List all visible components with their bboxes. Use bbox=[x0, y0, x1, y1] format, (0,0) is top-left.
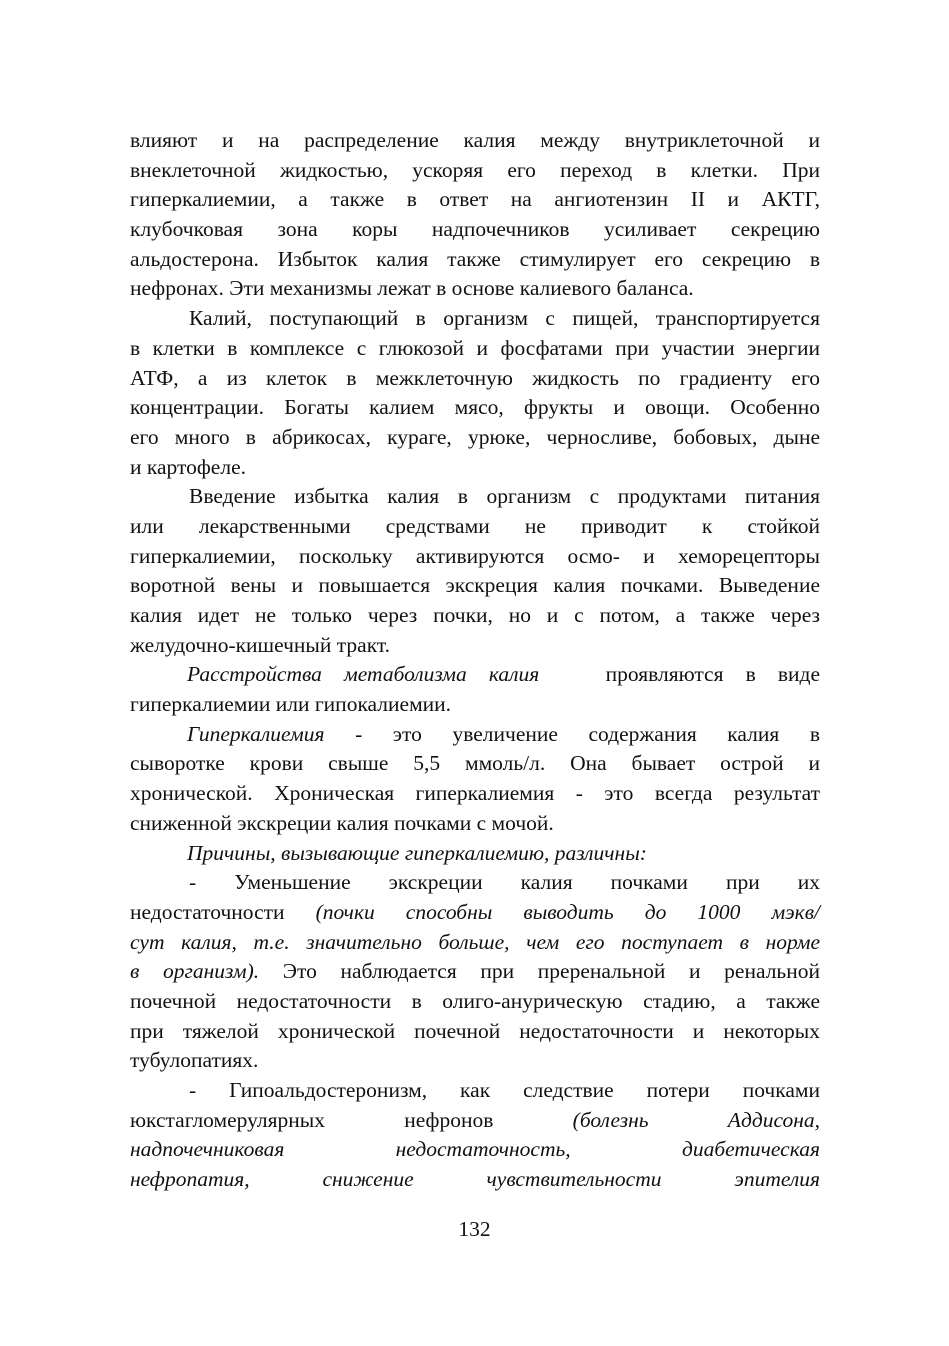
text-line: клубочковая зона коры надпочечников усиливает секрецию bbox=[130, 217, 820, 242]
italic-note: (болезнь Аддисона, bbox=[572, 1107, 820, 1132]
text-line: калия идет не только через почки, но и с потом, а также через bbox=[130, 603, 820, 627]
text-line: внеклеточной жидкостью, ускоряя его переход в клетки. При bbox=[130, 157, 820, 182]
text-line bbox=[130, 898, 820, 928]
text-line: и картофеле. bbox=[130, 454, 246, 479]
text-segment: юкстагломерулярных нефронов bbox=[130, 1107, 494, 1132]
italic-note-line: нефропатия, снижение чувствительности эпителия bbox=[130, 1167, 820, 1192]
italic-note: в организм). bbox=[130, 959, 260, 984]
text-line bbox=[130, 720, 820, 750]
text-line: сниженной экскреции калия почками с мочой. bbox=[130, 810, 554, 835]
text-line: альдостерона. Избыток калия также стимулирует его секрецию в bbox=[130, 246, 820, 271]
text-line: влияют и на распределение калия между внутриклеточной и bbox=[130, 128, 820, 152]
text-line: сыворотке крови свыше 5,5 ммоль/л. Она бывает острой и bbox=[130, 751, 820, 776]
text-segment: - это увеличение содержания калия в bbox=[324, 721, 820, 746]
text-line: концентрации. Богаты калием мясо, фрукты и овощи. Особенно bbox=[130, 395, 820, 420]
causes-heading: Причины, вызывающие гиперкалиемию, различны: bbox=[187, 840, 647, 865]
text-segment: Это наблюдается при преренальной и ренальной bbox=[259, 959, 820, 984]
body-text bbox=[130, 126, 820, 1195]
text-line: желудочно-кишечный тракт. bbox=[130, 632, 391, 657]
text-line: воротной вены и повышается экскреция калия почками. Выведение bbox=[130, 573, 820, 598]
text-segment: недостаточности bbox=[130, 899, 285, 924]
text-line: - Гипоальдостеронизм, как следствие потери почками bbox=[189, 1078, 820, 1102]
text-line bbox=[130, 957, 820, 987]
italic-note: (почки способны выводить до 1000 мэкв/ bbox=[315, 899, 821, 924]
text-line: гиперкалиемии, поскольку активируются осмо- и хеморецепторы bbox=[130, 543, 820, 568]
text-line: нефронах. Эти механизмы лежат в основе калиевого баланса. bbox=[130, 276, 694, 301]
text-line: хронической. Хроническая гиперкалиемия - это всегда результат bbox=[130, 781, 820, 806]
text-line: - Уменьшение экскреции калия почками при их bbox=[189, 870, 820, 895]
text-line: почечной недостаточности в олиго-анурическую стадию, а также bbox=[130, 988, 820, 1013]
text-line: гиперкалиемии или гипокалиемии. bbox=[130, 692, 452, 717]
text-line: тубулопатиях. bbox=[130, 1048, 259, 1073]
text-line: Калий, поступающий в организм с пищей, транспортируется bbox=[189, 306, 820, 331]
text-line: гиперкалиемии, а также в ответ на ангиотензин II и АКТГ, bbox=[130, 187, 820, 212]
text-line: его много в абрикосах, кураге, урюке, черносливе, бобовых, дыне bbox=[130, 424, 820, 449]
text-line: в клетки в комплексе с глюкозой и фосфатами при участии энергии bbox=[130, 335, 820, 360]
term-heading: Расстройства метаболизма калия bbox=[187, 662, 540, 687]
text-line bbox=[130, 1106, 820, 1136]
text-line: или лекарственными средствами не приводит к стойкой bbox=[130, 513, 820, 538]
text-line: АТФ, а из клеток в межклеточную жидкость по градиенту его bbox=[130, 365, 820, 390]
page-number: 132 bbox=[458, 1217, 491, 1241]
text-line: при тяжелой хронической почечной недостаточности и некоторых bbox=[130, 1018, 820, 1043]
text-line: Введение избытка калия в организм с продуктами питания bbox=[189, 484, 820, 509]
italic-note-line: сут калия, т.е. значительно больше, чем его поступает в норме bbox=[130, 929, 820, 954]
term-heading: Гиперкалиемия bbox=[187, 721, 325, 746]
italic-note-line: надпочечниковая недостаточность, диабетическая bbox=[130, 1137, 820, 1162]
text-line bbox=[130, 660, 820, 690]
text-segment: проявляются в виде bbox=[605, 662, 821, 687]
